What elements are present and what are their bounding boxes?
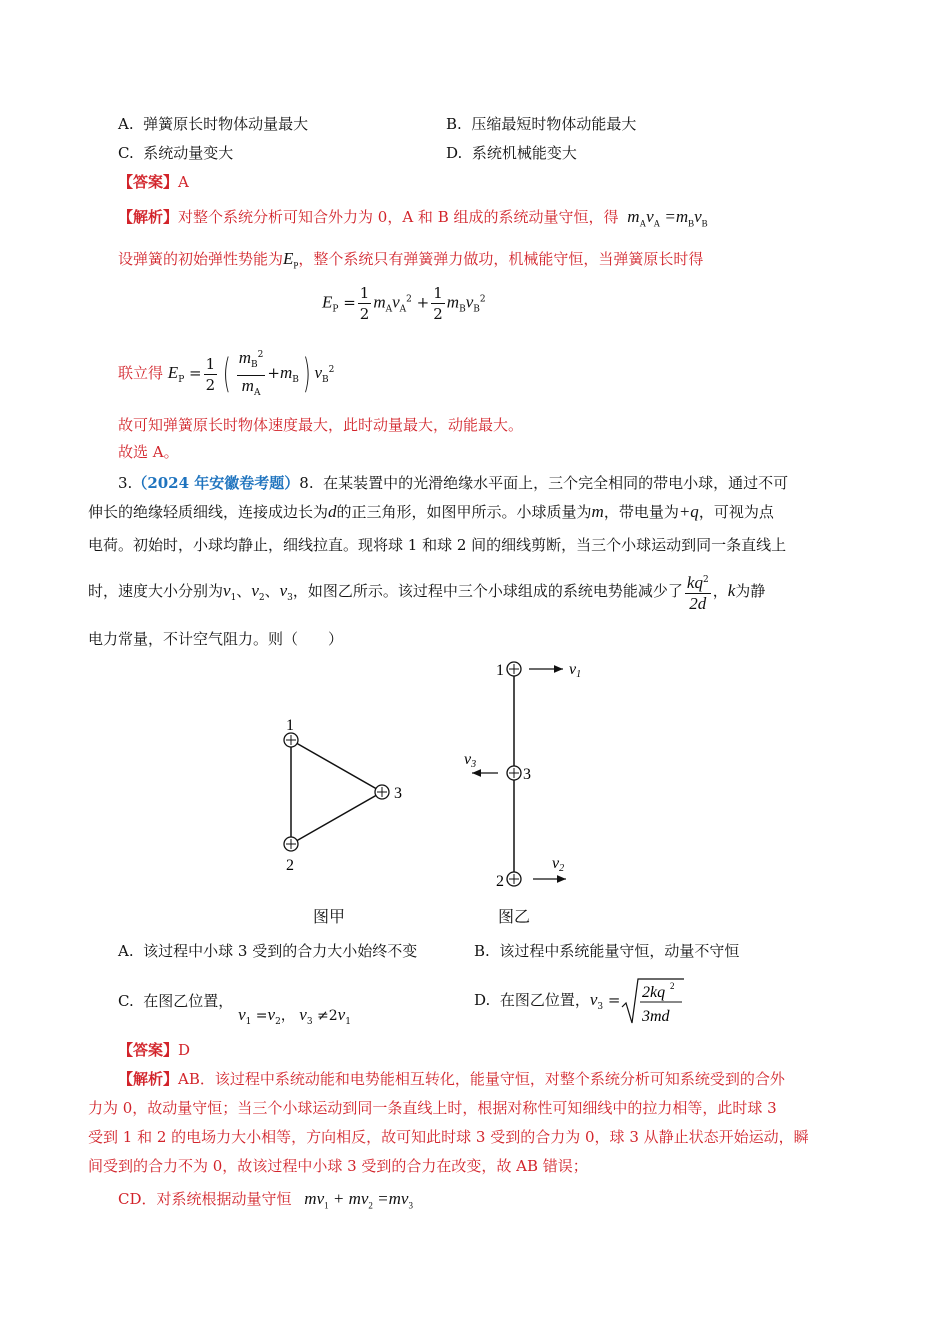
q3-analysis-line-3: 受到 1 和 2 的电场力大小相等，方向相反，故可知此时球 3 受到的合力为 0，球 3 从静止状态开始运动，瞬	[88, 1128, 809, 1146]
ball-3-yi	[507, 766, 521, 780]
ball-3-jia	[375, 785, 389, 799]
energy-equation: $E_P$ = $\frac{1}{2}$ $m_Av_A^2$ + $\frac{1}{2}$ $m_Bv_B^2$	[322, 284, 486, 323]
q2-option-c: C. 系统动量变大	[118, 144, 234, 162]
q2-analysis-line-3: 联立得 $E_P$ = $\frac{1}{2}$ ( $\frac{m_B^2}{m_A}$ $+m_B$) $v_B^2$	[118, 340, 334, 400]
q3-option-c: C. 在图乙位置， $v_1 =v_2$， $v_3 \ne 2v_1$	[118, 992, 351, 1027]
q3-stem-line-4: 时，速度大小分别为$v_1$、$v_2$、$v_3$，如图乙所示。该过程中三个小球组成的系统电势能减少了 $\frac{kq^2}{2d}$ ，k为静	[88, 562, 765, 620]
q3-stem-line-2: 伸长的绝缘轻质细线，连接成边长为d的正三角形，如图甲所示。小球质量为m，带电量为+q，可视为点	[88, 502, 774, 521]
label-2-yi: 2	[496, 873, 504, 890]
label-v2: v2	[552, 855, 565, 874]
q2-option-b: B. 压缩最短时物体动能最大	[446, 115, 637, 133]
label-1-yi: 1	[496, 662, 504, 679]
q2-option-a: A. 弹簧原长时物体动量最大	[118, 115, 309, 133]
q2-analysis-line-1: 【解析】对整个系统分析可知合外力为 0，A 和 B 组成的系统动量守恒，得 $m_Av_A =m_Bv_B$	[118, 207, 708, 229]
q2-answer: 【答案】A	[118, 173, 189, 191]
svg-text:2kq: 2kq	[642, 983, 666, 1001]
q3-analysis-line-4: 间受到的合力不为 0，故该过程中小球 3 受到的合力在改变，故 AB 错误；	[88, 1157, 588, 1175]
option-c-formula: $v_1 =v_2$， $v_3 \ne 2v_1$	[238, 1005, 351, 1027]
q3-option-b: B. 该过程中系统能量守恒，动量不守恒	[474, 942, 740, 960]
q3-option-a: A. 该过程中小球 3 受到的合力大小始终不变	[118, 942, 418, 960]
ball-1-yi	[507, 662, 521, 676]
momentum-equation: $m_Av_A =m_Bv_B$	[627, 207, 708, 229]
ball-2-yi	[507, 872, 521, 886]
svg-text:2: 2	[670, 980, 675, 991]
label-v3: v3	[464, 751, 477, 770]
q2-analysis-line-2: 设弹簧的初始弹性势能为$E_P$，整个系统只有弹簧弹力做功，机械能守恒，当弹簧原长时得	[118, 249, 704, 271]
option-d-sqrt	[620, 976, 686, 1027]
q3-option-d: D. 在图乙位置，$v_3$ = 2kq 2 3md	[474, 975, 686, 1025]
label-3-yi: 3	[523, 766, 531, 783]
q3-stem-line-3: 电荷。初始时，小球均静止，细线拉直。现将球 1 和球 2 间的细线剪断，当三个小球运动到同一条直线上	[88, 536, 787, 554]
q3-answer: 【答案】D	[118, 1041, 191, 1059]
label-1-jia: 1	[286, 717, 294, 734]
q2-analysis-line-5: 故选 A。	[118, 443, 179, 461]
label-v1: v1	[569, 661, 582, 680]
q3-analysis-line-5: CD．对系统根据动量守恒 $mv_1 + mv_2 =mv_3$	[118, 1189, 413, 1211]
q2-option-d: D. 系统机械能变大	[446, 144, 577, 162]
ball-1-jia	[284, 733, 298, 747]
caption-fig-yi: 图乙	[498, 907, 531, 926]
q2-analysis-line-4: 故可知弹簧原长时物体速度最大，此时动量最大，动能最大。	[118, 416, 524, 434]
q3-analysis-line-2: 力为 0，故动量守恒；当三个小球运动到同一条直线上时，根据对称性可知细线中的拉力相等，此时球 3	[88, 1099, 777, 1117]
q3-figures	[240, 650, 620, 940]
caption-fig-jia: 图甲	[313, 907, 346, 926]
label-3-jia: 3	[394, 785, 402, 802]
q3-stem-line-5: 电力常量，不计空气阻力。则（ ）	[88, 630, 344, 648]
q3-analysis-line-1: 【解析】AB．该过程中系统动能和电势能相互转化，能量守恒，对整个系统分析可知系统受到的合外	[118, 1070, 785, 1088]
combined-equation: $E_P$ = $\frac{1}{2}$ ( $\frac{m_B^2}{m_A}$ $+m_B$) $v_B^2$	[168, 364, 335, 382]
momentum-conservation-eq: $mv_1 + mv_2 =mv_3$	[304, 1189, 413, 1211]
label-2-jia: 2	[286, 857, 294, 874]
q3-stem-line-1: 3.（2024 年安徽卷考题）8. 在某装置中的光滑绝缘水平面上，三个完全相同的带电小球，通过不可	[118, 474, 789, 492]
svg-text:3md: 3md	[642, 1007, 671, 1025]
figure-jia-triangle	[284, 717, 402, 874]
ball-2-jia	[284, 837, 298, 851]
figure-yi-line	[464, 661, 581, 890]
